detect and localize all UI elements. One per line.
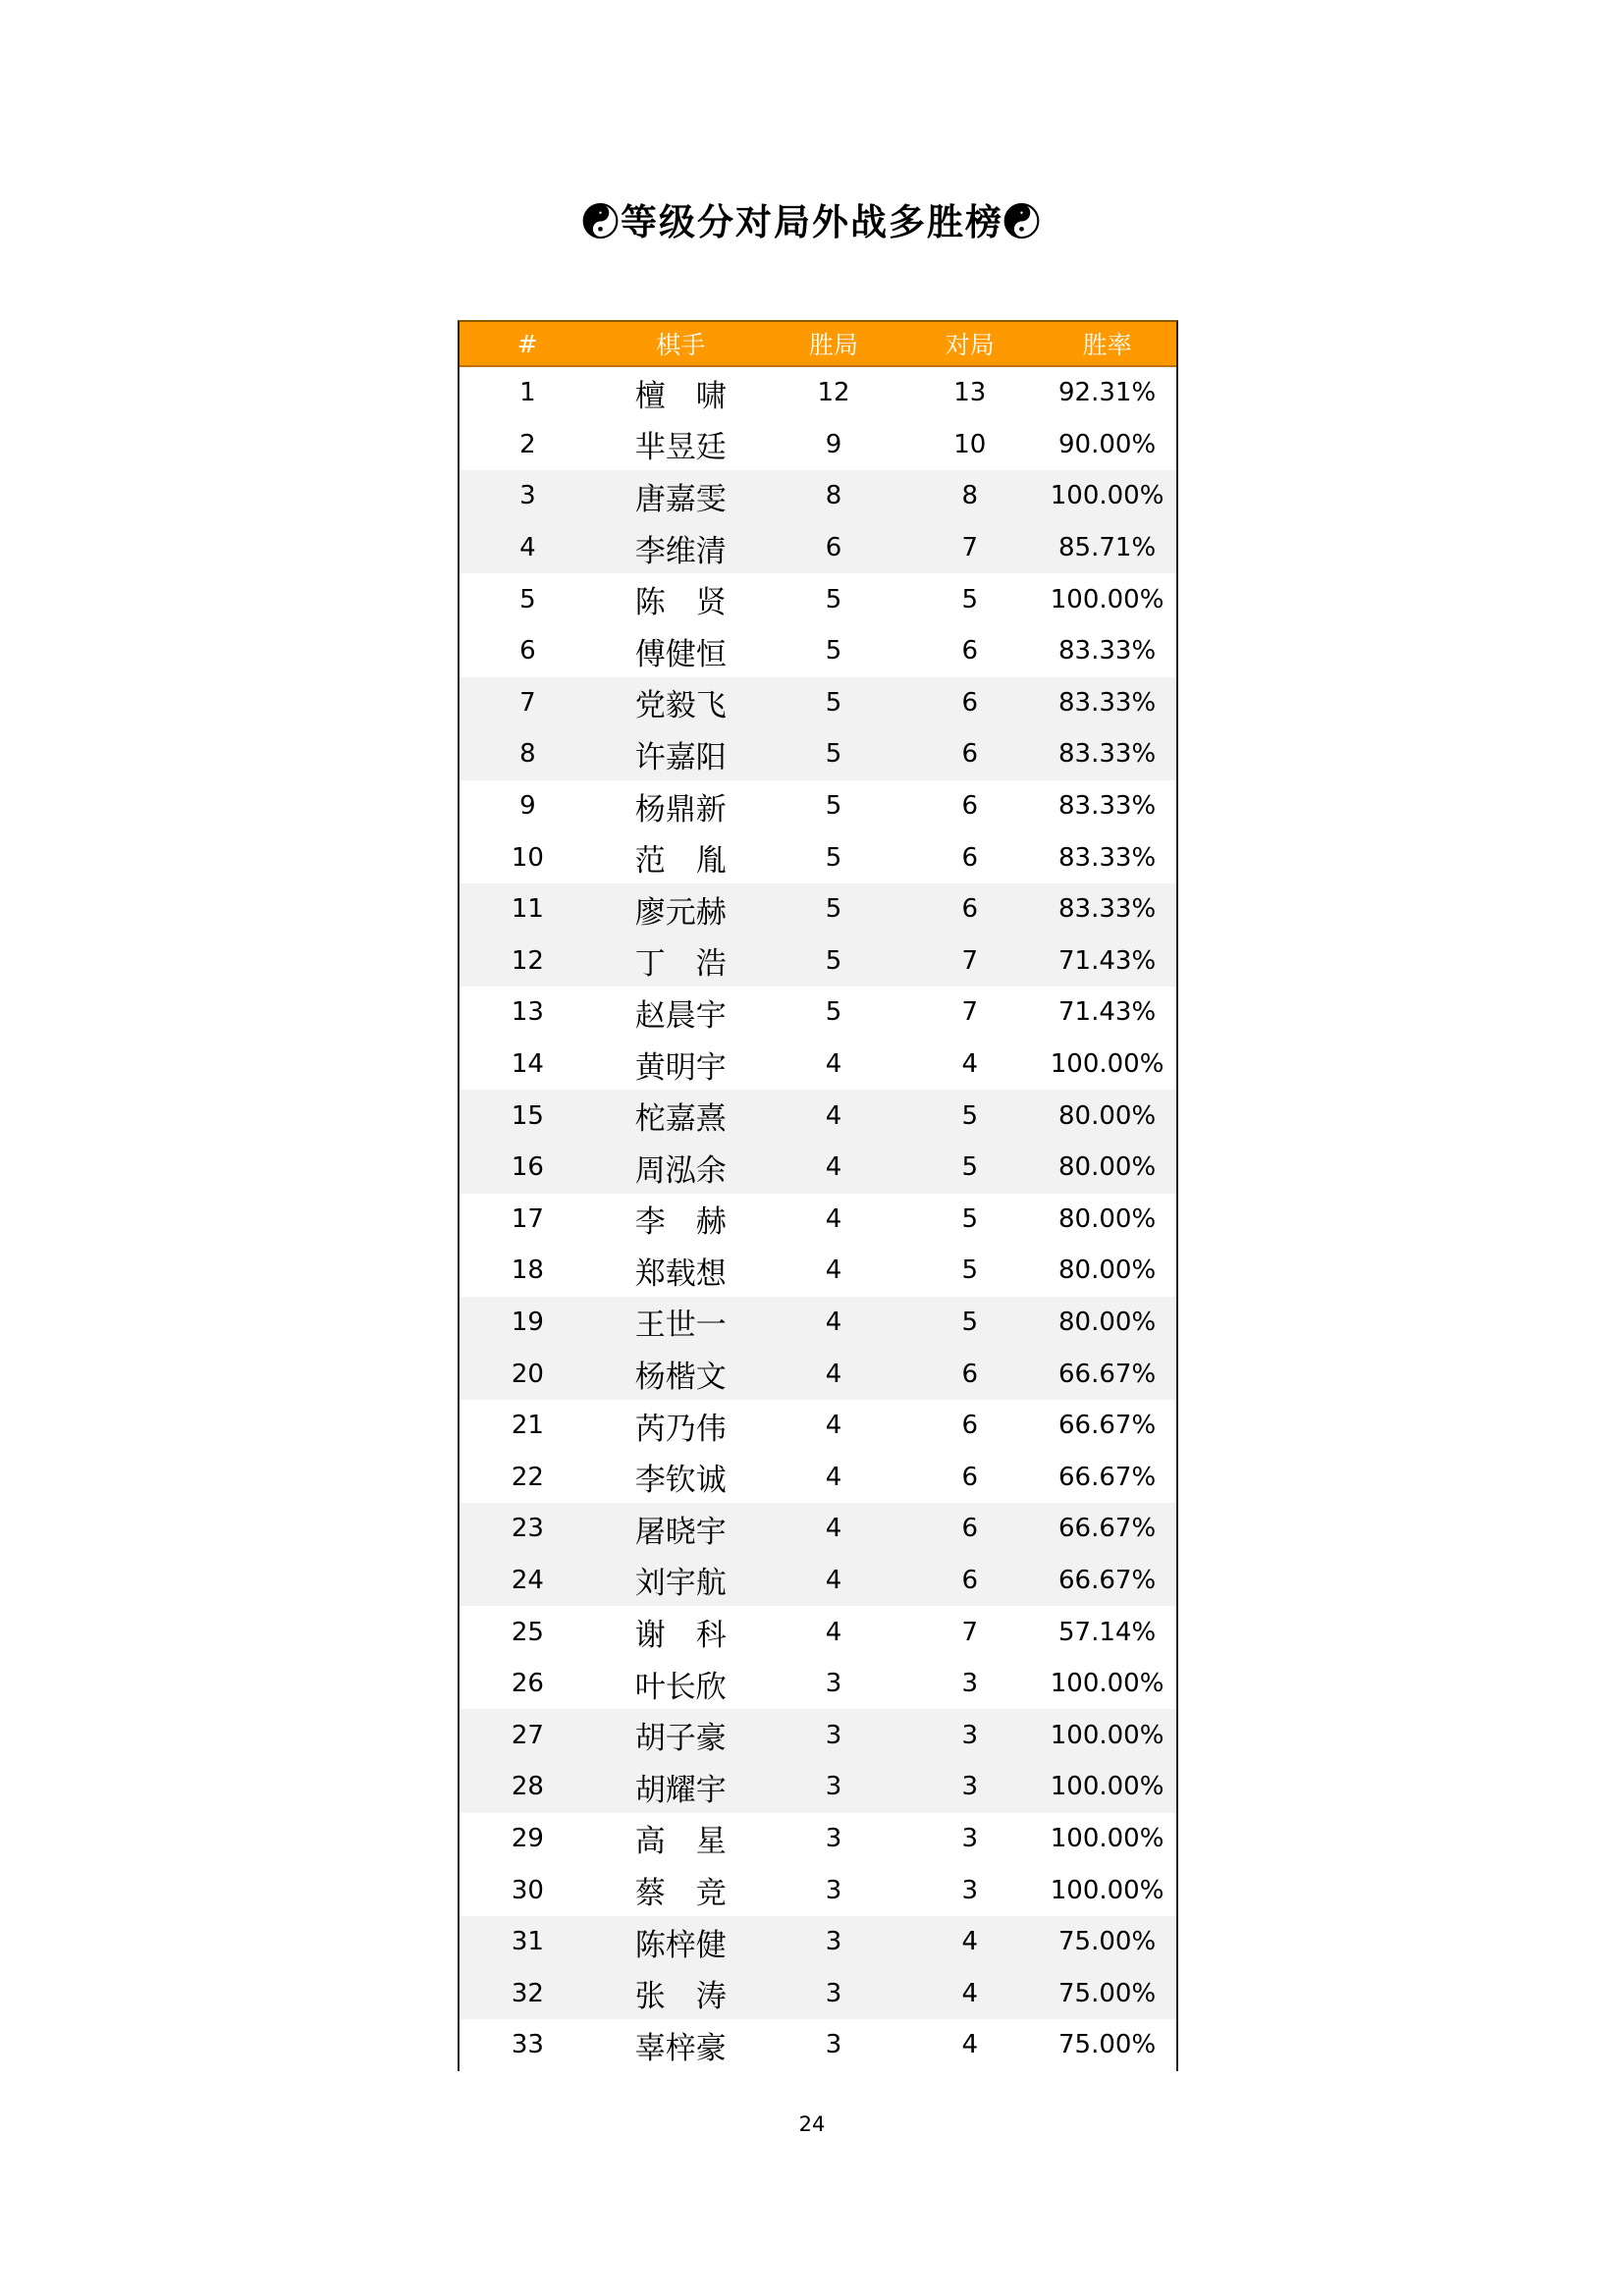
wins-cell: 4 [766, 1142, 902, 1194]
table-row [460, 1090, 1176, 1142]
player-name-cell: 高 星 [634, 1824, 727, 1860]
rank-cell: 33 [511, 2030, 544, 2060]
page-number: 24 [798, 2112, 826, 2136]
table-row [460, 1658, 1176, 1710]
wins-cell: 12 [817, 378, 850, 408]
wins-cell: 4 [825, 1255, 842, 1286]
player-name-cell: 胡耀宇 [596, 1761, 766, 1813]
player-name-cell: 丁 浩 [596, 935, 766, 988]
rank-cell: 14 [511, 1049, 544, 1080]
table-row [460, 1039, 1176, 1091]
win-rate-cell: 100.00% [1038, 1709, 1176, 1761]
games-cell: 6 [961, 1462, 979, 1492]
player-name-cell: 叶长欣 [634, 1669, 727, 1705]
table-row [460, 780, 1176, 832]
win-rate-cell: 100.00% [1038, 470, 1176, 522]
rank-cell: 31 [460, 1916, 596, 1968]
win-rate-cell: 83.33% [1038, 677, 1176, 729]
player-name-cell: 蔡 竞 [634, 1876, 727, 1912]
table-row [460, 2019, 1176, 2071]
games-cell: 5 [901, 1297, 1038, 1349]
wins-cell: 5 [825, 842, 842, 873]
rank-cell: 3 [460, 470, 596, 522]
ranking-table-frame [458, 320, 1178, 2071]
wins-cell: 9 [825, 429, 842, 459]
rank-cell: 9 [519, 791, 536, 822]
win-rate-cell: 75.00% [1058, 2030, 1157, 2060]
ranking-table [460, 322, 1176, 2071]
games-cell: 6 [961, 636, 979, 667]
games-cell: 3 [901, 1761, 1038, 1813]
rank-cell: 1 [519, 378, 536, 408]
rank-cell: 2 [519, 429, 536, 459]
player-name-cell: 傅健恒 [634, 636, 727, 672]
player-name-cell: 屠晓宇 [596, 1503, 766, 1555]
table-body [460, 366, 1176, 2071]
rank-cell: 7 [460, 677, 596, 729]
games-cell: 6 [901, 1348, 1038, 1400]
player-name-cell: 辜梓豪 [634, 2030, 727, 2066]
rank-cell: 27 [460, 1709, 596, 1761]
rank-cell: 22 [511, 1462, 544, 1492]
table-row [460, 419, 1176, 471]
player-name-cell: 黄明宇 [634, 1049, 727, 1086]
wins-cell: 3 [825, 1823, 842, 1853]
rank-cell: 10 [511, 842, 544, 873]
win-rate-cell: 83.33% [1038, 883, 1176, 935]
win-rate-cell: 66.67% [1038, 1503, 1176, 1555]
table-row [460, 935, 1176, 988]
win-rate-cell: 80.00% [1038, 1090, 1176, 1142]
player-name-cell: 周泓余 [596, 1142, 766, 1194]
wins-cell: 4 [766, 1297, 902, 1349]
games-cell: 8 [901, 470, 1038, 522]
win-rate-cell: 85.71% [1038, 522, 1176, 574]
header-rank: # [460, 322, 596, 366]
rank-cell: 4 [460, 522, 596, 574]
table-row [460, 883, 1176, 935]
rank-cell: 5 [519, 584, 536, 614]
win-rate-cell: 66.67% [1058, 1411, 1157, 1441]
table-row [460, 677, 1176, 729]
rank-cell: 6 [519, 636, 536, 667]
rank-cell: 24 [460, 1555, 596, 1607]
rank-cell: 15 [460, 1090, 596, 1142]
rank-cell: 19 [460, 1297, 596, 1349]
table-row [460, 831, 1176, 883]
wins-cell: 3 [825, 1875, 842, 1905]
wins-cell: 3 [766, 1967, 902, 2019]
player-name-cell: 张 涛 [596, 1967, 766, 2019]
player-name-cell: 檀 啸 [634, 378, 727, 414]
win-rate-cell: 75.00% [1038, 1967, 1176, 2019]
games-cell: 3 [961, 1823, 979, 1853]
header-wins: 胜局 [766, 322, 902, 366]
wins-cell: 4 [825, 1049, 842, 1080]
table-row [460, 1348, 1176, 1400]
page-title: ☯等级分对局外战多胜榜☯ [582, 200, 1042, 243]
table-row [460, 1297, 1176, 1349]
wins-cell: 3 [766, 1709, 902, 1761]
table-row [460, 987, 1176, 1039]
wins-cell: 3 [825, 1669, 842, 1699]
table-row [460, 1400, 1176, 1452]
win-rate-cell: 71.43% [1058, 997, 1157, 1028]
wins-cell: 5 [825, 636, 842, 667]
wins-cell: 4 [766, 1555, 902, 1607]
table-row [460, 1555, 1176, 1607]
player-name-cell: 王世一 [596, 1297, 766, 1349]
games-cell: 4 [961, 1049, 979, 1080]
games-cell: 5 [961, 1203, 979, 1234]
table-row [460, 1606, 1176, 1658]
table-row [460, 366, 1176, 419]
player-name-cell: 芮乃伟 [634, 1411, 727, 1447]
table-row [460, 1916, 1176, 1968]
player-name-cell: 谢 科 [634, 1618, 727, 1654]
rank-cell: 25 [511, 1617, 544, 1647]
games-cell: 5 [961, 1255, 979, 1286]
rank-cell: 30 [511, 1875, 544, 1905]
games-cell: 10 [953, 429, 987, 459]
rank-cell: 21 [511, 1411, 544, 1441]
games-cell: 6 [961, 1411, 979, 1441]
player-name-cell: 唐嘉雯 [596, 470, 766, 522]
win-rate-cell: 92.31% [1058, 378, 1157, 408]
table-row [460, 1245, 1176, 1297]
games-cell: 4 [901, 1967, 1038, 2019]
win-rate-cell: 75.00% [1038, 1916, 1176, 1968]
games-cell: 3 [961, 1669, 979, 1699]
win-rate-cell: 100.00% [1050, 1823, 1164, 1853]
rank-cell: 26 [511, 1669, 544, 1699]
wins-cell: 4 [825, 1462, 842, 1492]
win-rate-cell: 90.00% [1058, 429, 1157, 459]
wins-cell: 5 [825, 791, 842, 822]
win-rate-cell: 66.67% [1038, 1348, 1176, 1400]
rank-cell: 11 [460, 883, 596, 935]
win-rate-cell: 71.43% [1038, 935, 1176, 988]
games-cell: 6 [901, 1503, 1038, 1555]
table-row [460, 1761, 1176, 1813]
win-rate-cell: 83.33% [1058, 636, 1157, 667]
games-cell: 3 [901, 1709, 1038, 1761]
wins-cell: 5 [766, 728, 902, 780]
header-win-rate: 胜率 [1038, 322, 1176, 366]
games-cell: 7 [961, 1617, 979, 1647]
rank-cell: 23 [460, 1503, 596, 1555]
games-cell: 4 [901, 1916, 1038, 1968]
wins-cell: 3 [766, 1761, 902, 1813]
wins-cell: 3 [766, 1916, 902, 1968]
rank-cell: 32 [460, 1967, 596, 2019]
games-cell: 6 [901, 728, 1038, 780]
player-name-cell: 刘宇航 [596, 1555, 766, 1607]
table-row [460, 728, 1176, 780]
player-name-cell: 廖元赫 [596, 883, 766, 935]
win-rate-cell: 80.00% [1038, 1297, 1176, 1349]
table-header-row [460, 322, 1176, 366]
rank-cell: 29 [511, 1823, 544, 1853]
win-rate-cell: 66.67% [1058, 1462, 1157, 1492]
games-cell: 6 [901, 677, 1038, 729]
games-cell: 5 [901, 1090, 1038, 1142]
table-row [460, 625, 1176, 677]
win-rate-cell: 100.00% [1050, 584, 1164, 614]
win-rate-cell: 100.00% [1050, 1875, 1164, 1905]
games-cell: 3 [961, 1875, 979, 1905]
table-row [460, 1503, 1176, 1555]
wins-cell: 5 [825, 997, 842, 1028]
player-name-cell: 芈昱廷 [634, 430, 727, 466]
table-row [460, 573, 1176, 625]
player-name-cell: 李维清 [596, 522, 766, 574]
wins-cell: 5 [766, 935, 902, 988]
win-rate-cell: 80.00% [1058, 1255, 1157, 1286]
wins-cell: 4 [825, 1203, 842, 1234]
win-rate-cell: 83.33% [1038, 728, 1176, 780]
games-cell: 6 [961, 791, 979, 822]
header-games: 对局 [901, 322, 1038, 366]
table-row [460, 1451, 1176, 1503]
games-cell: 5 [901, 1142, 1038, 1194]
wins-cell: 6 [766, 522, 902, 574]
win-rate-cell: 83.33% [1058, 791, 1157, 822]
player-name-cell: 郑载想 [634, 1255, 727, 1292]
games-cell: 7 [901, 522, 1038, 574]
win-rate-cell: 57.14% [1058, 1617, 1157, 1647]
rank-cell: 17 [511, 1203, 544, 1234]
wins-cell: 5 [766, 677, 902, 729]
wins-cell: 4 [766, 1503, 902, 1555]
player-name-cell: 李 赫 [634, 1204, 727, 1241]
rank-cell: 8 [460, 728, 596, 780]
win-rate-cell: 100.00% [1050, 1669, 1164, 1699]
rank-cell: 28 [460, 1761, 596, 1813]
rank-cell: 20 [460, 1348, 596, 1400]
games-cell: 13 [953, 378, 987, 408]
games-cell: 7 [901, 935, 1038, 988]
player-name-cell: 许嘉阳 [596, 728, 766, 780]
games-cell: 6 [901, 1555, 1038, 1607]
table-row [460, 1864, 1176, 1916]
player-name-cell: 杨楷文 [596, 1348, 766, 1400]
wins-cell: 8 [766, 470, 902, 522]
player-name-cell: 陈 贤 [634, 585, 727, 621]
wins-cell: 5 [766, 883, 902, 935]
rank-cell: 13 [511, 997, 544, 1028]
games-cell: 5 [961, 584, 979, 614]
player-name-cell: 杨鼎新 [634, 791, 727, 828]
wins-cell: 4 [825, 1411, 842, 1441]
table-row [460, 470, 1176, 522]
rank-cell: 16 [460, 1142, 596, 1194]
table-row [460, 1194, 1176, 1246]
rank-cell: 12 [460, 935, 596, 988]
table-row [460, 522, 1176, 574]
player-name-cell: 柁嘉熹 [596, 1090, 766, 1142]
win-rate-cell: 80.00% [1058, 1203, 1157, 1234]
win-rate-cell: 80.00% [1038, 1142, 1176, 1194]
win-rate-cell: 66.67% [1038, 1555, 1176, 1607]
games-cell: 6 [961, 842, 979, 873]
player-name-cell: 李钦诚 [634, 1463, 727, 1499]
player-name-cell: 党毅飞 [596, 677, 766, 729]
player-name-cell: 范 胤 [634, 843, 727, 880]
wins-cell: 4 [825, 1617, 842, 1647]
wins-cell: 4 [766, 1090, 902, 1142]
table-row [460, 1142, 1176, 1194]
win-rate-cell: 100.00% [1050, 1049, 1164, 1080]
table-row [460, 1967, 1176, 2019]
games-cell: 6 [901, 883, 1038, 935]
games-cell: 4 [961, 2030, 979, 2060]
wins-cell: 5 [825, 584, 842, 614]
wins-cell: 4 [766, 1348, 902, 1400]
table-row [460, 1813, 1176, 1865]
wins-cell: 3 [825, 2030, 842, 2060]
table-row [460, 1709, 1176, 1761]
player-name-cell: 胡子豪 [596, 1709, 766, 1761]
player-name-cell: 陈梓健 [596, 1916, 766, 1968]
win-rate-cell: 100.00% [1038, 1761, 1176, 1813]
player-name-cell: 赵晨宇 [634, 997, 727, 1034]
header-player: 棋手 [596, 322, 766, 366]
win-rate-cell: 83.33% [1058, 842, 1157, 873]
games-cell: 7 [961, 997, 979, 1028]
rank-cell: 18 [511, 1255, 544, 1286]
